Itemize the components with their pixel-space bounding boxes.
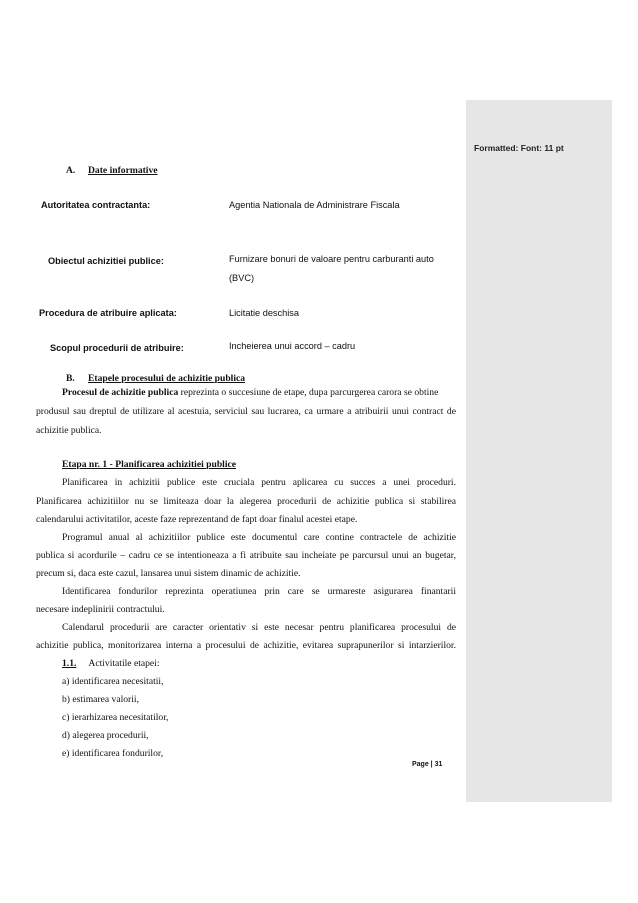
subsection-1-1 (62, 658, 160, 670)
procurement-object-value-line2: (BVC) (229, 273, 255, 283)
contracting-authority-label: Autoritatea contractanta: (41, 200, 151, 210)
section-b-paragraph-bold: Procesul de achizitie publica (62, 387, 179, 398)
activity-item: b) estimarea valorii, (62, 694, 139, 705)
section-b-paragraph-line1 (62, 387, 438, 399)
section-b-heading: Etapele procesului de achizitie publica (88, 373, 246, 384)
activity-item: c) ierarhizarea necesitatilor, (62, 712, 169, 723)
page-number: Page | 31 (412, 761, 443, 768)
procedure-label: Procedura de atribuire aplicata: (39, 308, 177, 318)
subsection-number: 1.1. (62, 658, 77, 669)
section-a-heading: Date informative (88, 165, 158, 176)
activity-item: d) alegerea procedurii, (62, 730, 149, 741)
etapa1-p3-line2: necesare indeplinirii contractului. (36, 604, 165, 615)
procedure-scope-value: Incheierea unui accord – cadru (229, 341, 356, 351)
etapa1-p2-line1: Programul anual al achizitiilor publice este documentul care contine contractele de achizitie (62, 532, 456, 543)
etapa1-heading: Etapa nr. 1 - Planificarea achizitiei publice (62, 459, 237, 470)
etapa1-p1-line1: Planificarea in achizitii publice este cruciala pentru aplicarea cu succes a unei proceduri. (62, 477, 456, 488)
section-b-letter: B. (66, 373, 75, 384)
activity-item: a) identificarea necesitatii, (62, 676, 164, 687)
etapa1-p1-line3: calendarului activitatilor, aceste faze reprezentand de fapt doar finalul acestei etape. (36, 514, 358, 525)
etapa1-p4-line2: achizitie publica, monitorizarea interna a procesului de achizitie, evitarea suprapunerilor si intarzierilor. (36, 640, 456, 651)
contracting-authority-value: Agentia Nationala de Administrare Fiscala (229, 200, 400, 210)
activity-item: e) identificarea fondurilor, (62, 748, 164, 759)
section-b-paragraph-rest: reprezinta o succesiune de etape, dupa parcurgerea carora se obtine (178, 387, 439, 398)
section-b-paragraph-line2: produsul sau dreptul de utilizare al acestuia, serviciul sau lucrarea, ca urmare a atribuirii unui contract de (36, 406, 456, 417)
procurement-object-value-line1: Furnizare bonuri de valoare pentru carburanti auto (229, 254, 434, 264)
etapa1-p4-line1: Calendarul procedurii are caracter orientativ si este necesar pentru planificarea procesului de (62, 622, 456, 633)
section-b-paragraph-line3: achizitie publica. (36, 425, 102, 436)
procurement-object-label: Obiectul achizitiei publice: (48, 256, 164, 266)
etapa1-p3-line1: Identificarea fondurilor reprezinta operatiunea prin care se urmareste asigurarea finantarii (62, 586, 456, 597)
procedure-value: Licitatie deschisa (229, 308, 299, 318)
subsection-label: Activitatile etapei: (88, 658, 160, 669)
comment-pane (466, 100, 612, 802)
etapa1-p1-line2: Planificarea achizitiilor nu se limiteaza doar la alegerea procedurii de achizitie publica si stabilirea (36, 496, 456, 507)
procedure-scope-label: Scopul procedurii de atribuire: (50, 343, 184, 353)
comment-title: Formatted: Font: 11 pt (474, 143, 564, 153)
section-a-letter: A. (66, 165, 76, 176)
etapa1-p2-line3: precum si, daca este cazul, lansarea unui sistem dinamic de achizitie. (36, 568, 301, 579)
etapa1-p2-line2: publica si acordurile – cadru ce se intentioneaza a fi atribuite sau incheiate pe parcursul unui an bugetar, (36, 550, 456, 561)
